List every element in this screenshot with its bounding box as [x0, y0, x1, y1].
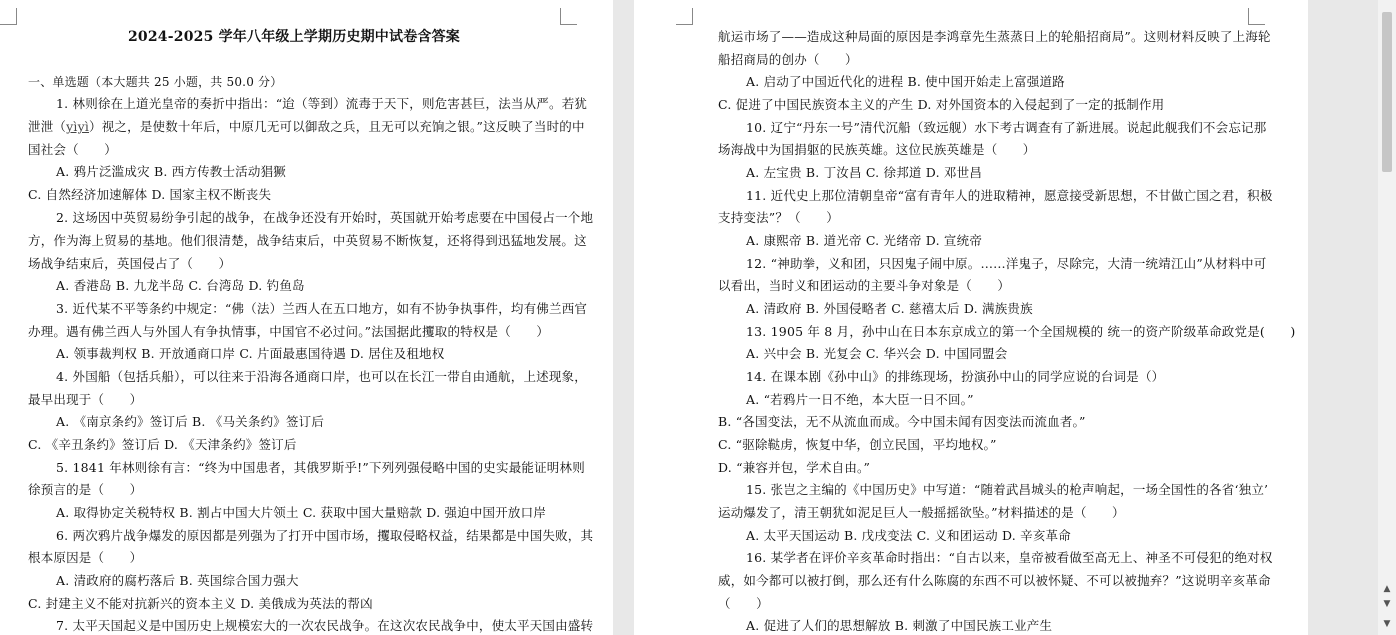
- crop-mark: [0, 8, 17, 25]
- option-line: A. 香港岛 B. 九龙半岛 C. 台湾岛 D. 钓鱼岛: [56, 278, 305, 293]
- document-page-left: [0, 0, 613, 635]
- option-line: A. 《南京条约》签订后 B. 《马关条约》签订后: [56, 414, 325, 429]
- question-line: 7. 太平天国起义是中国历史上规模宏大的一次农民战争。在这次农民战争中，使太平天国由盛转: [56, 618, 594, 633]
- question-line: 10. 辽宁“丹东一号”清代沉船（致远舰）水下考古调查有了新进展。说起此舰我们不会忘记那: [746, 120, 1267, 135]
- option-line: A. 鸦片泛滥成灾 B. 西方传教士活动猖獗: [56, 164, 286, 179]
- scroll-down-icon[interactable]: ▼: [1383, 619, 1391, 629]
- document-title: 2024-2025 学年八年级上学期历史期中试卷含答案: [127, 29, 460, 45]
- question-line: 航运市场了——造成这种局面的原因是李鸿章先生蒸蒸日上的轮船招商局”。这则材料反映了上海轮: [718, 29, 1271, 44]
- question-line: 13. 1905 年 8 月，孙中山在日本东京成立的第一个全国规模的 统一的资产阶级革命政党是( ): [746, 324, 1296, 339]
- option-line: B. “各国变法，无不从流血而成。今中国未闻有因变法而流血者。”: [718, 414, 1086, 429]
- option-line: C. 自然经济加速解体 D. 国家主权不断丧失: [28, 187, 272, 202]
- option-line: A. 康熙帝 B. 道光帝 C. 光绪帝 D. 宣统帝: [746, 233, 983, 248]
- question-line: 威，如今都可以被打倒，那么还有什么陈腐的东西不可以被怀疑、不可以被抛弃？”这说明辛亥革命: [718, 573, 1271, 588]
- option-line: C. 《辛丑条约》签订后 D. 《天津条约》签订后: [28, 437, 297, 452]
- question-line: 12. “神助拳，义和团，只因鬼子闹中原。……洋鬼子，尽除完，大清一统靖江山”从材料中可: [746, 256, 1267, 271]
- option-line: A. 清政府 B. 外国侵略者 C. 慈禧太后 D. 满族贵族: [746, 301, 1033, 316]
- scrollbar-thumb[interactable]: [1382, 12, 1392, 172]
- question-line: 徐预言的是（ ）: [28, 482, 143, 497]
- option-line: A. 左宝贵 B. 丁汝昌 C. 徐邦道 D. 邓世昌: [746, 165, 983, 180]
- question-line: 场海战中为国捐躯的民族英雄。这位民族英雄是（ ）: [718, 142, 1036, 157]
- question-line: 以看出，当时义和团运动的主要斗争对象是（ ）: [718, 278, 1011, 293]
- question-line: 泄泄（yìyì）视之，是使数十年后，中原几无可以御敌之兵，且无可以充饷之银。”这反映了当时的中: [28, 119, 585, 134]
- option-line: A. 兴中会 B. 光复会 C. 华兴会 D. 中国同盟会: [746, 346, 1008, 361]
- option-line: C. “驱除鞑虏，恢复中华，创立民国，平均地权。”: [718, 437, 997, 452]
- crop-mark: [676, 8, 693, 25]
- option-line: A. 促进了人们的思想解放 B. 刺激了中国民族工业产生: [746, 618, 1053, 633]
- section-heading: 一、单选题（本大题共 25 小题，共 50.0 分）: [28, 75, 283, 89]
- question-line: 2. 这场因中英贸易纷争引起的战争，在战争还没有开始时，英国就开始考虑要在中国侵占一个地: [56, 210, 594, 225]
- question-line: 5. 1841 年林则徐有言：“终为中国患者，其俄罗斯乎!”下列列强侵略中国的史实最能证明林则: [56, 460, 585, 475]
- question-line: 支持变法”？（ ）: [718, 210, 839, 225]
- question-line: 6. 两次鸦片战争爆发的原因都是列强为了打开中国市场，攫取侵略权益，结果都是中国失败，其: [56, 528, 594, 543]
- question-line: 最早出现于（ ）: [28, 392, 143, 407]
- scroll-down-icon[interactable]: ▼: [1383, 599, 1391, 609]
- question-line: 3. 近代某不平等条约中规定：“佛（法）兰西人在五口地方，如有不协争执事件，均有佛兰西官: [56, 301, 588, 316]
- question-line: 根本原因是（ ）: [28, 550, 143, 565]
- crop-mark: [1248, 8, 1265, 25]
- option-line: D. “兼容并包，学术自由。”: [718, 460, 871, 475]
- question-line: 14. 在课本剧《孙中山》的排练现场，扮演孙中山的同学应说的台词是（）: [746, 369, 1165, 384]
- question-line: 方，作为海上贸易的基地。他们很清楚，战争结束后，中英贸易不断恢复，还将得到迅猛地发展。这: [28, 233, 587, 248]
- question-line: 国社会（ ）: [28, 142, 117, 157]
- option-line: A. 太平天国运动 B. 戊戌变法 C. 义和团运动 D. 辛亥革命: [746, 528, 1071, 543]
- question-line: 4. 外国船（包括兵船），可以往来于沿海各通商口岸，也可以在长江一带自由通航，上述现象，: [56, 369, 587, 384]
- scroll-up-icon[interactable]: ▲: [1383, 584, 1391, 594]
- question-line: 船招商局的创办（ ）: [718, 52, 858, 67]
- document-page-right: [634, 0, 1308, 635]
- question-line: 16. 某学者在评价辛亥革命时指出：“自古以来，皇帝被看做至高无上、神圣不可侵犯的绝对权: [746, 550, 1273, 565]
- option-line: C. 促进了中国民族资本主义的产生 D. 对外国资本的入侵起到了一定的抵制作用: [718, 97, 1165, 112]
- question-line: 运动爆发了，清王朝犹如泥足巨人一般摇摇欲坠。”材料描述的是（ ）: [718, 505, 1125, 520]
- option-line: A. “若鸦片一日不绝，本大臣一日不回。”: [746, 392, 974, 407]
- question-line: 场战争结束后，英国侵占了（ ）: [28, 256, 232, 271]
- option-line: A. 启动了中国近代化的进程 B. 使中国开始走上富强道路: [746, 74, 1065, 89]
- option-line: A. 取得协定关税特权 B. 割占中国大片领土 C. 获取中国大量赔款 D. 强迫中国开放口岸: [56, 505, 547, 520]
- pinyin-annotation: yìyì: [66, 119, 90, 134]
- question-line: （ ）: [718, 596, 769, 611]
- option-line: C. 封建主义不能对抗新兴的资本主义 D. 美俄成为英法的帮凶: [28, 596, 373, 611]
- question-line: 15. 张岂之主编的《中国历史》中写道：“随着武昌城头的枪声响起，一场全国性的各省‘独立’: [746, 482, 1269, 497]
- question-line: 办理。遇有佛兰西人与外国人有争执情事，中国官不必过问。”法国据此攫取的特权是（ ）: [28, 324, 550, 339]
- question-line: 1. 林则徐在上道光皇帝的奏折中指出：“迨（等到）流毒于天下，则危害甚巨，法当从严。若犹: [56, 96, 588, 111]
- option-line: A. 领事裁判权 B. 开放通商口岸 C. 片面最惠国待遇 D. 居住及租地权: [56, 346, 445, 361]
- question-line: 11. 近代史上那位清朝皇帝“富有青年人的进取精神，愿意接受新思想，不甘做亡国之君，积极: [746, 188, 1273, 203]
- option-line: A. 清政府的腐朽落后 B. 英国综合国力强大: [56, 573, 299, 588]
- crop-mark: [560, 8, 577, 25]
